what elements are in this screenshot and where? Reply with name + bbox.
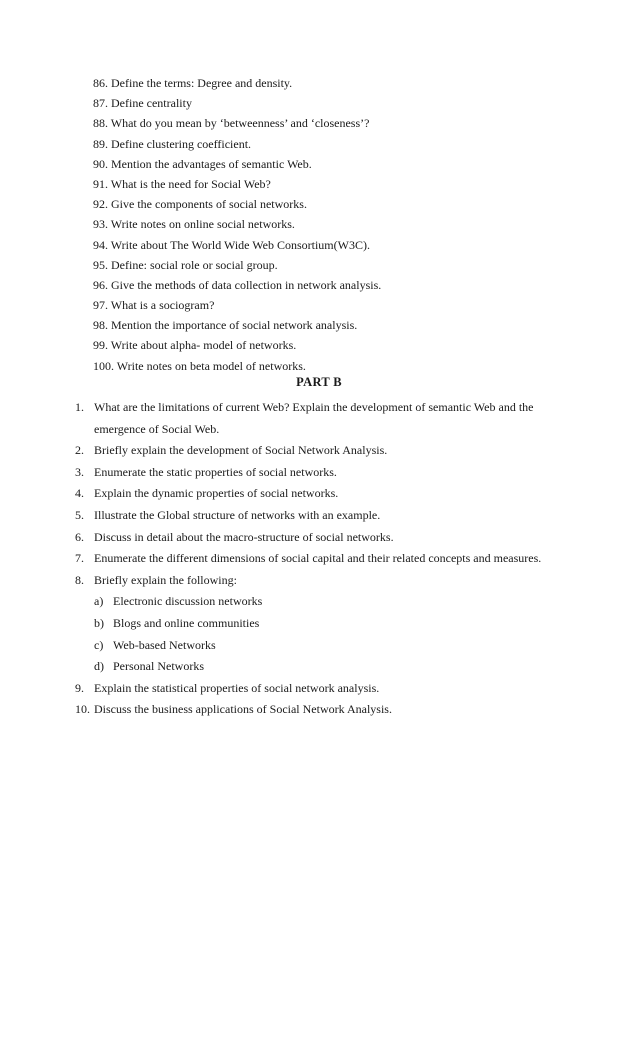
sub-item-text: Blogs and online communities	[113, 615, 260, 630]
part-b-item	[75, 548, 575, 570]
item-number: 8.	[75, 572, 84, 587]
question-97: 97. What is a sociogram?	[93, 298, 215, 313]
part-b-item	[75, 440, 575, 462]
item-number: 9.	[75, 680, 84, 695]
sub-item-text: Personal Networks	[113, 659, 204, 674]
sub-item-text: Web-based Networks	[113, 637, 216, 652]
question-89: 89. Define clustering coefficient.	[93, 136, 252, 151]
question-88: 88. What do you mean by ‘betweenness’ and ‘closeness’?	[93, 116, 370, 131]
item-number: 4.	[75, 486, 84, 501]
question-86: 86. Define the terms: Degree and density.	[93, 76, 293, 90]
part-b-item	[75, 397, 575, 440]
question-91: 91. What is the need for Social Web?	[93, 176, 271, 191]
item-text: Illustrate the Global structure of networks with an example.	[94, 507, 381, 522]
item-number: 10.	[75, 702, 90, 717]
item-number: 6.	[75, 529, 84, 544]
part-b-item	[75, 462, 575, 484]
question-92: 92. Give the components of social networks.	[93, 197, 307, 212]
question-90: 90. Mention the advantages of semantic Web.	[93, 156, 312, 171]
part-b-sub-item	[75, 635, 575, 657]
item-number: 3.	[75, 464, 84, 479]
item-text: Explain the dynamic properties of social networks.	[94, 486, 339, 501]
question-96: 96. Give the methods of data collection in network analysis.	[93, 277, 382, 292]
question-100: 100. Write notes on beta model of networks.	[93, 358, 306, 373]
sub-item-letter: a)	[94, 594, 104, 609]
question-87: 87. Define centrality	[93, 96, 192, 111]
part-b-sub-item	[75, 613, 575, 635]
item-text: Briefly explain the following:	[94, 572, 237, 587]
part-b-item	[75, 483, 575, 505]
item-text: Briefly explain the development of Social Network Analysis.	[94, 443, 388, 458]
part-b-item	[75, 527, 575, 549]
part-b-item	[75, 699, 575, 721]
item-text: Explain the statistical properties of social network analysis.	[94, 680, 380, 695]
sub-item-letter: d)	[94, 659, 104, 674]
question-99: 99. Write about alpha- model of networks.	[93, 338, 297, 353]
part-b-sub-item	[75, 656, 575, 678]
item-text: Discuss the business applications of Social Network Analysis.	[94, 702, 392, 717]
part-b-sub-item	[75, 591, 575, 613]
item-text: Enumerate the static properties of social networks.	[94, 464, 337, 479]
item-number: 7.	[75, 551, 84, 566]
item-text: Discuss in detail about the macro-structure of social networks.	[94, 529, 394, 544]
item-number: 5.	[75, 507, 84, 522]
part-b-question-list	[75, 397, 575, 721]
item-text: What are the limitations of current Web? Explain the development of semantic Web and the emergence of Social Web.	[94, 400, 534, 436]
part-b-item	[75, 505, 575, 527]
item-number: 2.	[75, 443, 84, 458]
question-98: 98. Mention the importance of social network analysis.	[93, 318, 358, 333]
item-text: Enumerate the different dimensions of social capital and their related concepts and measures.	[94, 551, 542, 566]
sub-item-text: Electronic discussion networks	[113, 594, 263, 609]
part-b-heading: PART B	[296, 375, 342, 389]
item-number: 1.	[75, 400, 84, 414]
question-95: 95. Define: social role or social group.	[93, 257, 278, 272]
sub-item-letter: c)	[94, 637, 104, 652]
part-b-item	[75, 678, 575, 700]
part-a-question-list	[93, 73, 573, 376]
sub-item-letter: b)	[94, 615, 104, 630]
question-94: 94. Write about The World Wide Web Consortium(W3C).	[93, 237, 370, 252]
part-b-item	[75, 570, 575, 592]
question-93: 93. Write notes on online social networks.	[93, 217, 295, 232]
